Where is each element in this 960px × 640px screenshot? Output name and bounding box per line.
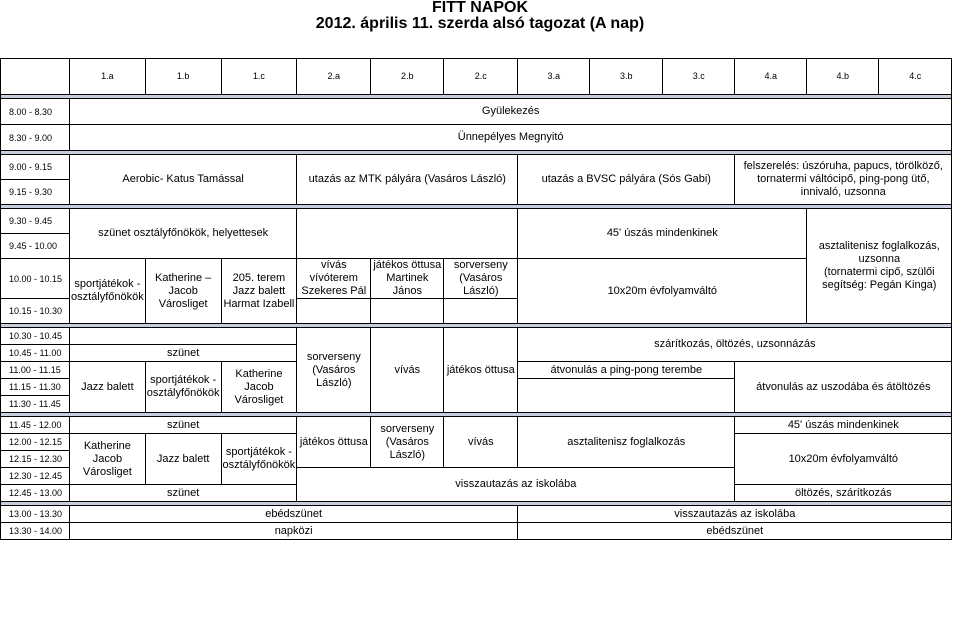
time-label: 9.00 - 9.15: [1, 155, 70, 180]
event-cell: ebédszünet: [70, 506, 518, 523]
title-line-1: FITT NAPOK: [432, 0, 528, 16]
class-header: 2.b: [371, 59, 444, 95]
event-cell: sorverseny (Vasáros László): [371, 417, 444, 468]
class-header: 4.a: [735, 59, 807, 95]
time-label: 13.00 - 13.30: [1, 506, 70, 523]
event-cell: visszautazás az iskolába: [518, 506, 952, 523]
event-cell: [297, 209, 518, 259]
event-cell: játékos öttusa: [297, 417, 371, 468]
time-label: 10.45 - 11.00: [1, 345, 70, 362]
event-cell: sportjátékok - osztályfőnökök: [70, 259, 146, 324]
event-cell: sportjátékok - osztályfőnökök: [221, 434, 297, 485]
event-cell: [444, 299, 518, 324]
event-cell: sorverseny (Vasáros László): [297, 328, 371, 413]
event-cell: Katherine Jacob Városliget: [70, 434, 146, 485]
time-label: 10.00 - 10.15: [1, 259, 70, 299]
class-header: 1.a: [70, 59, 146, 95]
event-cell: utazás az MTK pályára (Vasáros László): [297, 155, 518, 205]
title-line-2: 2012. április 11. szerda alsó tagozat (A nap): [315, 15, 645, 32]
time-label: 9.30 - 9.45: [1, 209, 70, 234]
time-label: 9.15 - 9.30: [1, 180, 70, 205]
time-label: 13.30 - 14.00: [1, 523, 70, 540]
event-cell: ebédszünet: [518, 523, 952, 540]
schedule-table: [0, 58, 952, 540]
event-cell: szárítkozás, öltözés, uzsonnázás: [518, 328, 952, 362]
event-cell: Katherine Jacob Városliget: [221, 362, 297, 413]
event-cell: szünet: [70, 345, 297, 362]
event-cell: vívás: [444, 417, 518, 468]
event-cell: 45' úszás mindenkinek: [735, 417, 952, 434]
event-cell: felszerelés: úszóruha, papucs, törölköző, tornatermi váltócipő, ping-pong ütő, innivaló, uzsonna: [735, 155, 952, 205]
event-cell: visszautazás az iskolába: [297, 468, 735, 502]
event-cell: sportjátékok - osztályfőnökök: [145, 362, 221, 413]
header-row: [1, 59, 952, 95]
class-header: 3.c: [663, 59, 735, 95]
class-header: 4.c: [879, 59, 952, 95]
class-header: 1.b: [145, 59, 221, 95]
event-cell: [70, 328, 297, 345]
event-cell: vívás: [371, 328, 444, 413]
time-label: 12.30 - 12.45: [1, 468, 70, 485]
event-cell: [297, 299, 371, 324]
class-header: 2.a: [297, 59, 371, 95]
event-cell: sorverseny (Vasáros László): [444, 259, 518, 299]
class-header: 2.c: [444, 59, 518, 95]
event-cell: vívás vívóterem Szekeres Pál: [297, 259, 371, 299]
event-cell: szünet: [70, 417, 297, 434]
time-label: 12.15 - 12.30: [1, 451, 70, 468]
time-label: 11.00 - 11.15: [1, 362, 70, 379]
event-cell: Jazz balett: [70, 362, 146, 413]
event-cell: 10x20m évfolyamváltó: [735, 434, 952, 485]
event-cell: 45' úszás mindenkinek: [518, 209, 807, 259]
event-cell: Jazz balett: [145, 434, 221, 485]
class-header: 4.b: [807, 59, 879, 95]
event-cell: szünet: [70, 485, 297, 502]
event-cell: Ünnepélyes Megnyitó: [70, 125, 952, 151]
event-cell: átvonulás az uszodába és átöltözés: [735, 362, 952, 413]
time-label: 10.30 - 10.45: [1, 328, 70, 345]
time-label: 11.45 - 12.00: [1, 417, 70, 434]
time-label: 11.15 - 11.30: [1, 379, 70, 396]
event-cell: [371, 299, 444, 324]
event-cell: napközi: [70, 523, 518, 540]
class-header: 1.c: [221, 59, 297, 95]
time-label: 9.45 - 10.00: [1, 234, 70, 259]
event-cell: átvonulás a ping-pong terembe: [518, 362, 735, 379]
header-corner: [1, 59, 70, 95]
event-cell: 10x20m évfolyamváltó: [518, 259, 807, 324]
time-label: 8.30 - 9.00: [1, 125, 70, 151]
event-cell: Gyülekezés: [70, 99, 952, 125]
event-cell: [518, 379, 735, 413]
event-cell: Katherine – Jacob Városliget: [145, 259, 221, 324]
event-cell: játékos öttusa: [444, 328, 518, 413]
time-label: 10.15 - 10.30: [1, 299, 70, 324]
event-cell: szünet osztályfőnökök, helyettesek: [70, 209, 297, 259]
event-cell: Aerobic- Katus Tamással: [70, 155, 297, 205]
event-cell: öltözés, szárítkozás: [735, 485, 952, 502]
event-cell: 205. terem Jazz balett Harmat Izabell: [221, 259, 297, 324]
event-cell: utazás a BVSC pályára (Sós Gabi): [518, 155, 735, 205]
class-header: 3.a: [518, 59, 590, 95]
event-cell: asztalitenisz foglalkozás: [518, 417, 735, 468]
time-label: 12.45 - 13.00: [1, 485, 70, 502]
page-title: [0, 0, 960, 32]
event-cell: játékos öttusa Martinek János: [371, 259, 444, 299]
event-cell: asztalitenisz foglalkozás, uzsonna (tornatermi cipő, szülői segítség: Pegán Kinga): [807, 209, 952, 324]
time-label: 11.30 - 11.45: [1, 396, 70, 413]
time-label: 8.00 - 8.30: [1, 99, 70, 125]
time-label: 12.00 - 12.15: [1, 434, 70, 451]
class-header: 3.b: [590, 59, 663, 95]
